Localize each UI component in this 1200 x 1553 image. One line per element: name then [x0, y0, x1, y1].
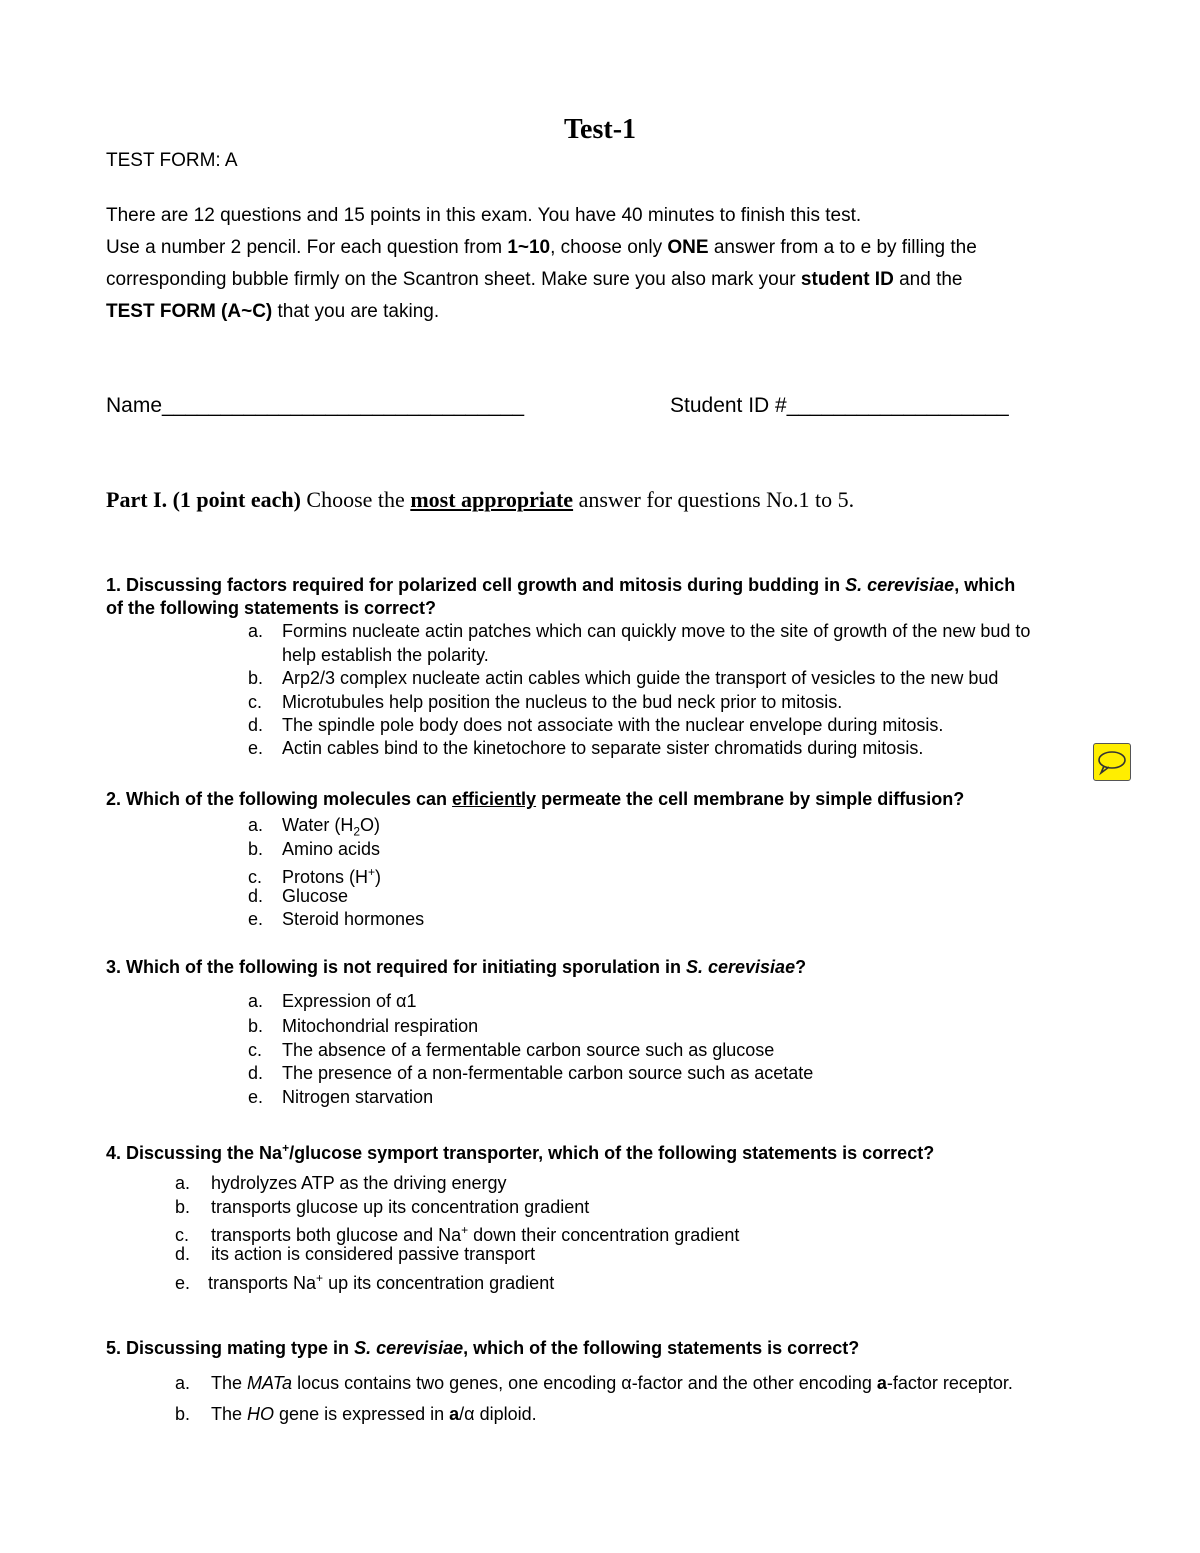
q2-option-c: c. Protons (H+)	[248, 865, 382, 887]
q4-option-a: a. hydrolyzes ATP as the driving energy	[175, 1173, 507, 1193]
part-1-heading: Part I. (1 point each) Choose the most appropriate answer for questions No.1 to 5.	[106, 487, 855, 512]
q5-option-b: b. The HO gene is expressed in a/α diploid.	[175, 1404, 537, 1424]
q3-option-b: b. Mitochondrial respiration	[248, 1016, 479, 1036]
q2-option-e: e. Steroid hormones	[248, 909, 425, 929]
question-3-stem: 3. Which of the following is not required for initiating sporulation in S. cerevisiae?	[106, 957, 807, 977]
student-id-field[interactable]: Student ID #___________________	[670, 394, 1009, 417]
q2-option-d: d. Glucose	[248, 886, 349, 906]
q4-option-e: e. transports Na+ up its concentration gradient	[175, 1271, 555, 1293]
q3-option-c: c. The absence of a fermentable carbon source such as glucose	[248, 1040, 775, 1060]
q3-option-e: e. Nitrogen starvation	[248, 1087, 434, 1107]
question-2-stem: 2. Which of the following molecules can efficiently permeate the cell membrane by simple diffusion?	[106, 789, 965, 809]
q4-option-b: b. transports glucose up its concentration gradient	[175, 1197, 590, 1217]
question-1-stem-line-2: of the following statements is correct?	[106, 598, 437, 618]
q4-option-c: c. transports both glucose and Na+ down their concentration gradient	[175, 1223, 740, 1245]
test-form-label: TEST FORM: A	[106, 150, 238, 171]
name-field[interactable]: Name_______________________________	[106, 394, 525, 417]
question-1-stem: 1. Discussing factors required for polarized cell growth and mitosis during budding in S. cerevisiae, which	[106, 575, 1016, 595]
question-4-stem: 4. Discussing the Na+/glucose symport transporter, which of the following statements is correct?	[106, 1141, 935, 1163]
q3-option-a: a. Expression of α1	[248, 991, 417, 1011]
q3-option-d: d. The presence of a non-fermentable carbon source such as acetate	[248, 1063, 814, 1083]
q1-option-a: a. Formins nucleate actin patches which can quickly move to the site of growth of the new bud to	[248, 621, 1031, 641]
q1-option-d: d. The spindle pole body does not associate with the nuclear envelope during mitosis.	[248, 715, 944, 735]
q1-option-c: c. Microtubules help position the nucleus to the bud neck prior to mitosis.	[248, 692, 843, 712]
q2-option-b: b. Amino acids	[248, 839, 381, 859]
instructions-line-2: Use a number 2 pencil. For each question from 1~10, choose only ONE answer from a to e by filling the	[106, 237, 977, 258]
page-title: Test-1	[563, 114, 637, 145]
q1-option-b: b. Arp2/3 complex nucleate actin cables which guide the transport of vesicles to the new bud	[248, 668, 999, 688]
q1-option-e: e. Actin cables bind to the kinetochore to separate sister chromatids during mitosis.	[248, 738, 924, 758]
q2-option-a: a. Water $(H_2O)$	[248, 815, 381, 839]
question-5-stem: 5. Discussing mating type in S. cerevisiae, which of the following statements is correct?	[106, 1338, 860, 1358]
instructions-line-4: TEST FORM (A~C) that you are taking.	[106, 301, 440, 322]
q5-option-a: a. The MATa locus contains two genes, one encoding α-factor and the other encoding a-factor receptor.	[175, 1373, 1013, 1393]
instructions-line-1: There are 12 questions and 15 points in this exam. You have 40 minutes to finish this test.	[106, 205, 862, 226]
q4-option-d: d. its action is considered passive transport	[175, 1244, 536, 1264]
q1-option-a-cont: help establish the polarity.	[282, 645, 489, 665]
comment-icon[interactable]	[1093, 743, 1131, 781]
instructions-line-3: corresponding bubble firmly on the Scantron sheet. Make sure you also mark your student ID and the	[106, 269, 963, 290]
